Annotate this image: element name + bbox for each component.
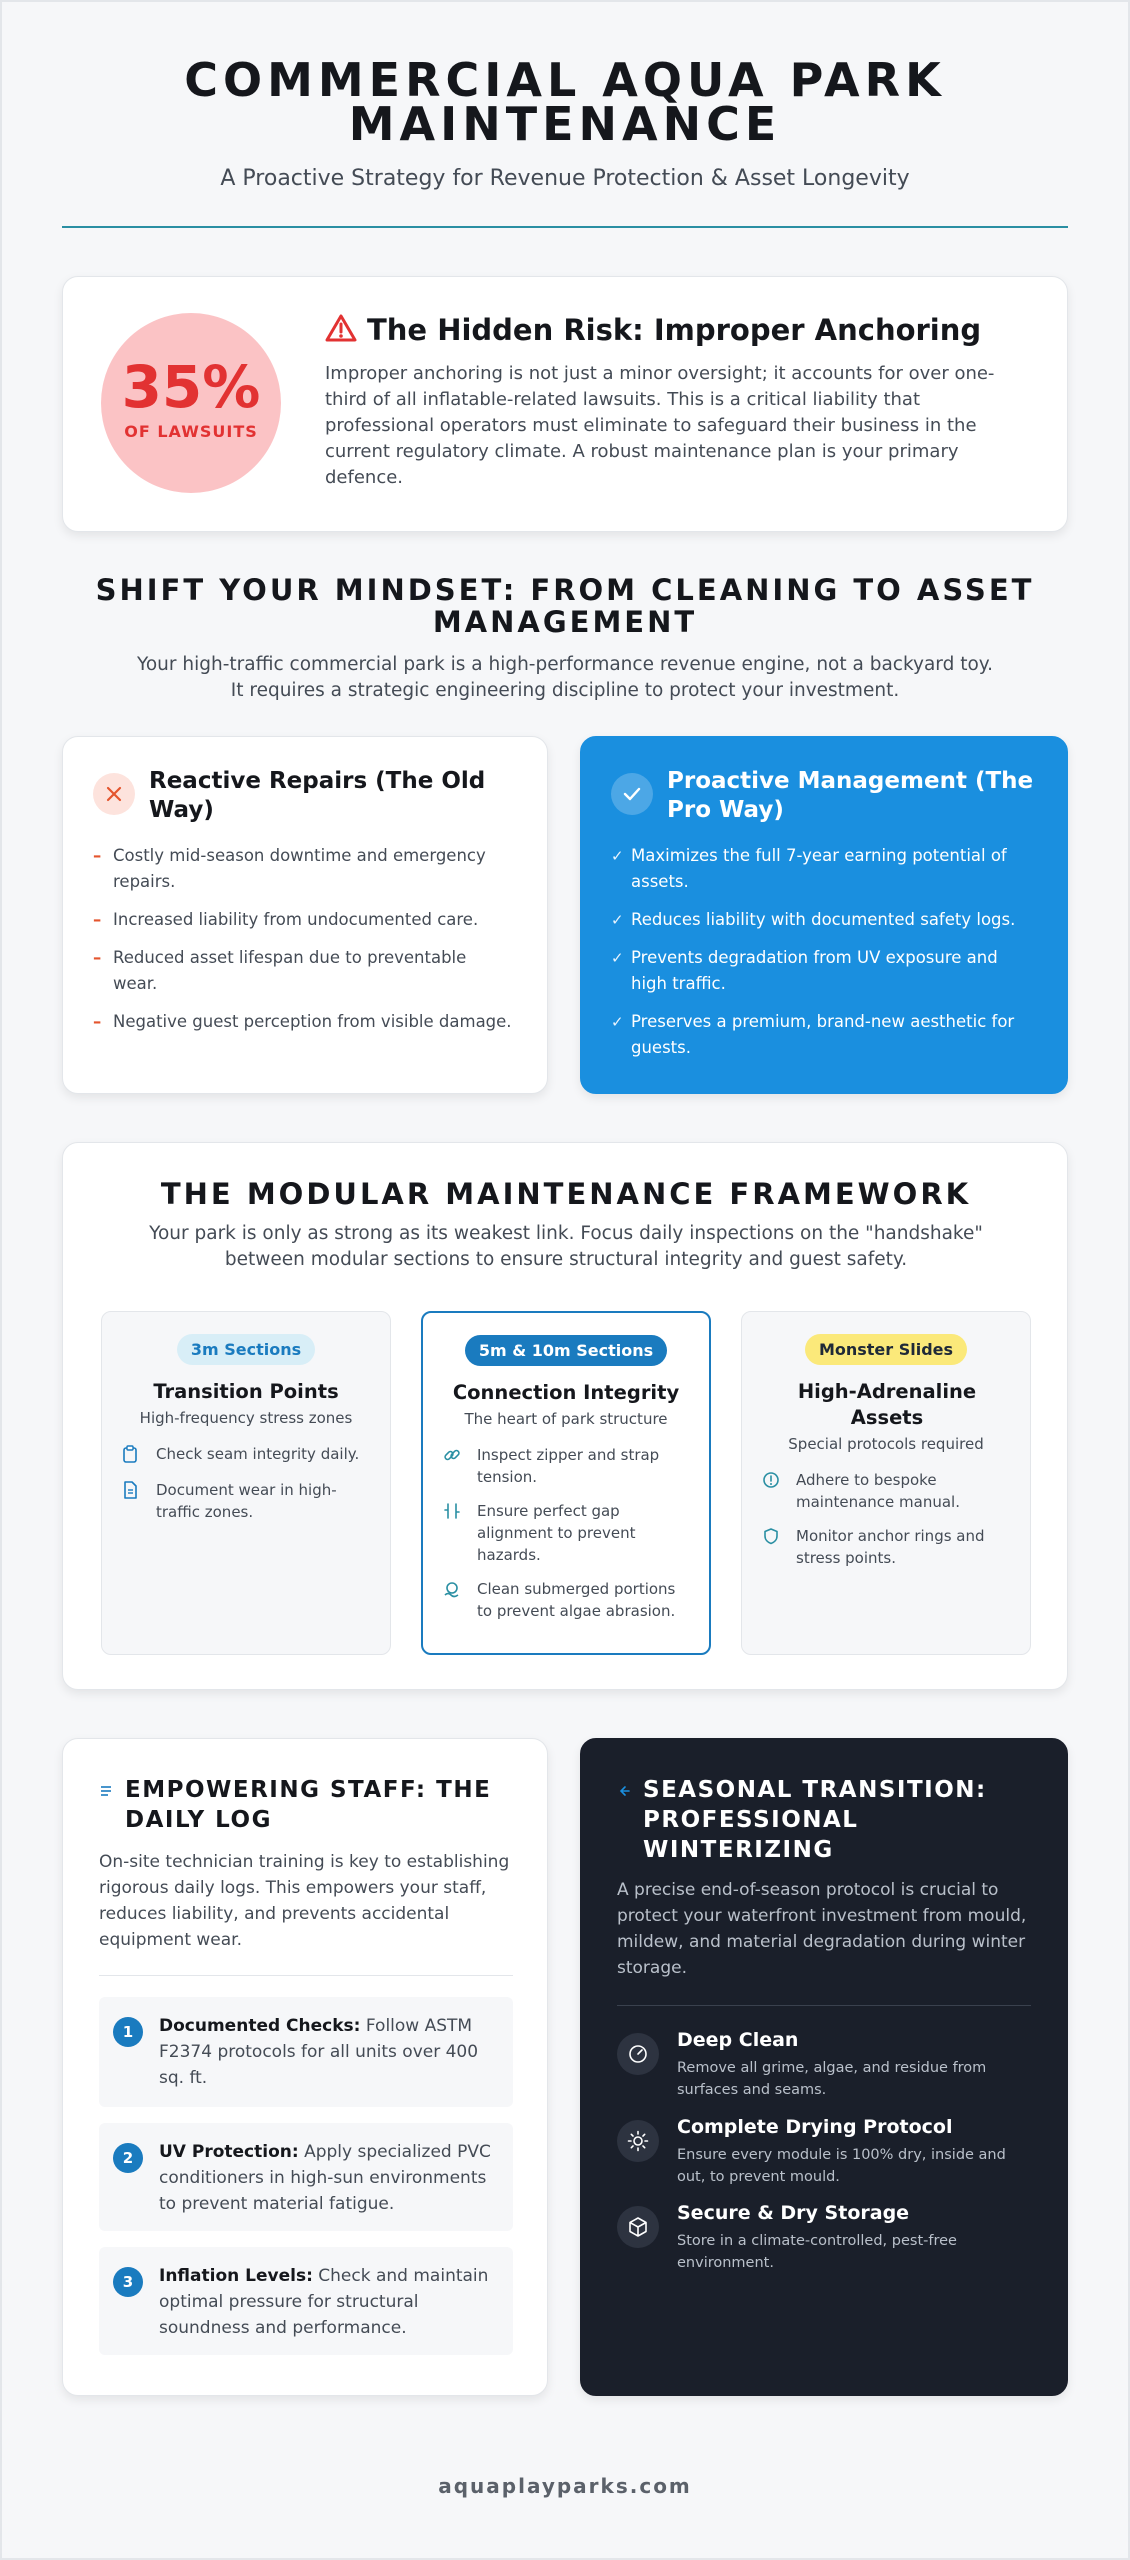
step-label: Inflation Levels: [159, 2266, 313, 2286]
risk-stat-label: OF LAWSUITS [124, 422, 258, 441]
pro-way-heading [611, 767, 1047, 825]
staff-divider [99, 1975, 513, 1976]
clipboard-icon [122, 1445, 142, 1467]
alert-circle-icon [762, 1471, 782, 1493]
mindset-title-line2: MANAGEMENT [432, 605, 698, 639]
step-description: Apply specialized PVC conditioners in high-sun environments to prevent material fatigue. [159, 2142, 491, 2214]
season-body: A precise end-of-season protocol is crucial to protect your waterfront investment from mould, mildew, and material degradation during winter storage. [617, 1880, 1027, 1978]
module-subtitle: The heart of park structure [464, 1410, 668, 1428]
staff-title: EMPOWERING STAFF: THE DAILY LOG [125, 1777, 492, 1833]
risk-heading [325, 313, 981, 347]
list-item-text: Document wear in high-traffic zones. [156, 1481, 337, 1521]
list-item [611, 907, 1031, 933]
list-item-text: Prevents degradation from UV exposure and high traffic. [631, 948, 998, 993]
page-title-line1: COMMERCIAL AQUA PARK [184, 53, 946, 107]
pro-way-card [580, 736, 1068, 1094]
framework-card [62, 1142, 1068, 1690]
season-item-desc: Remove all grime, algae, and residue from surfaces and seams. [677, 2060, 987, 2098]
risk-stat-value: 35% [121, 353, 261, 421]
list-item-text: Maximizes the full 7-year earning potential of assets. [631, 846, 1007, 891]
mindset-title [62, 574, 1068, 638]
link-icon [443, 1446, 463, 1468]
list-item [611, 843, 1031, 895]
shield-icon [762, 1527, 782, 1549]
dash-bullet-icon: – [93, 910, 102, 929]
step-number: 1 [113, 2017, 143, 2047]
module-list [762, 1469, 1012, 1569]
season-card [580, 1738, 1068, 2396]
season-item-desc: Store in a climate-controlled, pest-free environment. [677, 2233, 957, 2271]
list-item [122, 1479, 372, 1523]
step-number: 3 [113, 2267, 143, 2297]
sun-icon [617, 2120, 659, 2162]
list-item [611, 945, 1031, 997]
list-icon [99, 1783, 113, 1802]
checkmark-bullet-icon: ✓ [611, 949, 624, 967]
dash-bullet-icon: – [93, 948, 102, 967]
list-item-text: Monitor anchor rings and stress points. [796, 1527, 985, 1567]
module-title: High-Adrenaline Assets [797, 1380, 977, 1429]
season-divider [617, 2005, 1031, 2006]
season-item-title: Deep Clean [677, 2029, 799, 2051]
risk-stat-circle [101, 313, 281, 493]
old-way-list [93, 843, 513, 1047]
list-item-text: Costly mid-season downtime and emergency repairs. [113, 846, 486, 891]
pro-way-title: Proactive Management (The Pro Way) [667, 768, 1034, 823]
module-badge: 3m Sections [177, 1334, 315, 1365]
module-list [122, 1443, 372, 1523]
season-title: SEASONAL TRANSITION: PROFESSIONAL WINTERIZING [643, 1777, 987, 1863]
footer-site-link[interactable]: aquaplayparks.com [438, 2474, 692, 2498]
list-item-text: Negative guest perception from visible damage. [113, 1012, 512, 1031]
list-item [93, 843, 513, 895]
staff-step [99, 2123, 513, 2231]
season-heading [617, 1775, 1033, 1865]
checkmark-bullet-icon: ✓ [611, 847, 624, 865]
mindset-subtitle: Your high-traffic commercial park is a high-performance revenue engine, not a backyard toy. It requires a strategic engineering discipline to protect your investment. [137, 654, 993, 701]
dash-bullet-icon: – [93, 846, 102, 865]
module-subtitle: High-frequency stress zones [139, 1409, 353, 1427]
step-number: 2 [113, 2143, 143, 2173]
step-description: Follow ASTM F2374 protocols for all units over 400 sq. ft. [159, 2016, 479, 2088]
mindset-title-line1: SHIFT YOUR MINDSET: FROM CLEANING TO ASSET [95, 573, 1035, 607]
list-item [93, 1009, 513, 1035]
staff-card [62, 1738, 548, 2396]
module-badge: Monster Slides [805, 1334, 967, 1365]
season-item-title: Complete Drying Protocol [677, 2116, 953, 2138]
season-item-title: Secure & Dry Storage [677, 2202, 910, 2224]
x-icon [93, 773, 135, 815]
staff-body: On-site technician training is key to establishing rigorous daily logs. This empowers your staff, reduces liability, and prevents accidental equipment wear. [99, 1852, 510, 1950]
step-label: UV Protection: [159, 2142, 299, 2162]
document-icon [122, 1481, 142, 1503]
list-item-text: Reduces liability with documented safety logs. [631, 910, 1016, 929]
list-item-text: Inspect zipper and strap tension. [477, 1446, 660, 1486]
module-title: Connection Integrity [452, 1381, 680, 1404]
old-way-card [62, 736, 548, 1094]
module-title: Transition Points [153, 1380, 339, 1403]
step-label: Documented Checks: [159, 2016, 361, 2036]
list-item-text: Ensure perfect gap alignment to prevent hazards. [477, 1502, 636, 1564]
step-text [159, 2263, 495, 2341]
checkmark-bullet-icon: ✓ [611, 1013, 624, 1031]
module-card-5m-10m [421, 1311, 711, 1655]
page-subtitle: A Proactive Strategy for Revenue Protection & Asset Longevity [220, 166, 910, 191]
list-item [762, 1525, 1012, 1569]
pro-way-list [611, 843, 1031, 1073]
list-item [122, 1443, 372, 1467]
list-item [93, 907, 513, 933]
step-text [159, 2139, 495, 2217]
old-way-heading [93, 767, 509, 825]
module-subtitle: Special protocols required [788, 1435, 984, 1453]
risk-body: Improper anchoring is not just a minor oversight; it accounts for over one-third of all inflatable-related lawsuits. This is a critical liability that professional operators must eliminate to safeguard their business in the current regulatory climate. A robust maintenance plan is your primary defence. [325, 363, 995, 488]
header-divider [62, 226, 1068, 228]
list-item [443, 1500, 691, 1566]
list-item-text: Reduced asset lifespan due to preventable wear. [113, 948, 467, 993]
risk-title: The Hidden Risk: Improper Anchoring [367, 313, 982, 347]
checkmark-bullet-icon: ✓ [611, 911, 624, 929]
page-title-line2: MAINTENANCE [348, 97, 782, 151]
list-item-text: Preserves a premium, brand-new aesthetic for guests. [631, 1012, 1015, 1057]
framework-subtitle: Your park is only as strong as its weakest link. Focus daily inspections on the "handshake" between modular sections to ensure structural integrity and guest safety. [149, 1223, 983, 1270]
list-item-text: Check seam integrity daily. [156, 1445, 360, 1463]
staff-step [99, 1997, 513, 2107]
staff-step [99, 2247, 513, 2355]
list-item [762, 1469, 1012, 1513]
risk-card [62, 276, 1068, 532]
staff-heading [99, 1775, 495, 1835]
module-card-monster-slides [741, 1311, 1031, 1655]
list-item-text: Increased liability from undocumented care. [113, 910, 479, 929]
module-list [443, 1444, 691, 1622]
arrow-left-icon [617, 1783, 631, 1802]
align-icon [443, 1502, 463, 1524]
box-icon [617, 2206, 659, 2248]
module-card-3m [101, 1311, 391, 1655]
list-item [93, 945, 513, 997]
step-text [159, 2013, 495, 2091]
list-item-text: Clean submerged portions to prevent algae abrasion. [477, 1580, 676, 1620]
list-item-text: Adhere to bespoke maintenance manual. [796, 1471, 960, 1511]
old-way-title: Reactive Repairs (The Old Way) [149, 768, 486, 823]
gauge-icon [617, 2033, 659, 2075]
check-icon [611, 773, 653, 815]
dash-bullet-icon: – [93, 1012, 102, 1031]
list-item [611, 1009, 1031, 1061]
season-item-desc: Ensure every module is 100% dry, inside and out, to prevent mould. [677, 2147, 1006, 2185]
warning-triangle-icon [325, 313, 357, 347]
page-title [62, 53, 1068, 151]
list-item [443, 1444, 691, 1488]
list-item [443, 1578, 691, 1622]
module-badge: 5m & 10m Sections [465, 1335, 667, 1366]
water-clean-icon [443, 1580, 463, 1602]
framework-title: THE MODULAR MAINTENANCE FRAMEWORK [160, 1177, 972, 1211]
step-description: Check and maintain optimal pressure for structural soundness and performance. [159, 2266, 489, 2338]
